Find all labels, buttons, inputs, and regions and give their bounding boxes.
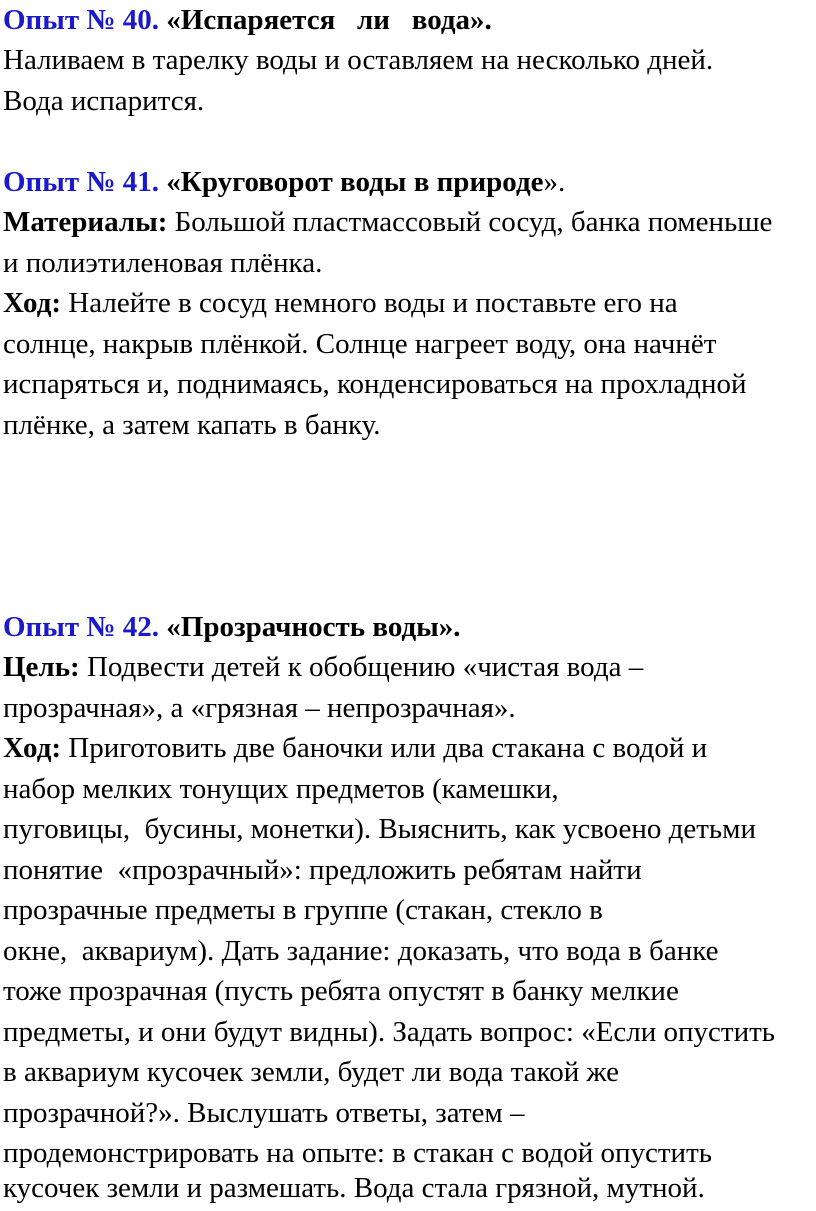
exp42-course-line-11: продемонстрировать на опыте: в стакан с водой опустить [3,1137,712,1169]
exp40-text-line-1: Наливаем в тарелку воды и оставляем на несколько дней. [3,44,714,76]
exp42-course-line-2: набор мелких тонущих предметов (камешки, [3,773,559,805]
exp42-title: «Прозрачность воды». [159,611,461,643]
exp41-materials [3,202,772,242]
exp41-course-text: Налейте в сосуд немного воды и поставьте его на [61,287,678,319]
exp42-course-text: Приготовить две баночки или два стакана с водой и [61,732,708,764]
exp41-materials-line-2: и полиэтиленовая плёнка. [3,247,323,279]
exp42-number: Опыт № 42. [3,611,160,643]
exp41-heading [3,162,565,202]
exp41-course-label: Ход: [3,287,62,319]
exp42-course-line-9: в аквариум кусочек земли, будет ли вода такой же [3,1056,620,1088]
exp40-text-line-2: Вода испарится. [3,85,205,117]
exp42-course-line-10: прозрачной?». Выслушать ответы, затем – [3,1097,525,1129]
exp42-course-line-7: тоже прозрачная (пусть ребята опустят в банку мелкие [3,975,679,1007]
exp42-course-line-12: кусочек земли и размешать. Вода стала грязной, мутной. [3,1172,705,1204]
exp42-goal-text: Подвести детей к обобщению «чистая вода – [79,651,644,683]
exp41-number: Опыт № 41. [3,166,160,198]
exp41-materials-text: Большой пластмассовый сосуд, банка поменьше [167,206,773,238]
exp41-course [3,283,678,323]
exp42-goal-line-2: прозрачная», а «грязная – непрозрачная». [3,692,516,724]
exp40-title: «Испаряется ли вода». [159,4,492,36]
exp42-course-line-3: пуговицы, бусины, монетки). Выяснить, как усвоено детьми [3,813,756,845]
exp42-course-line-8: предметы, и они будут видны). Задать вопрос: «Если опустить [3,1016,775,1048]
exp41-title-end: ». [543,166,566,198]
exp42-goal [3,647,643,687]
exp42-course-line-5: прозрачные предметы в группе (стакан, стекло в [3,894,603,926]
exp40-number: Опыт № 40. [3,4,160,36]
exp41-course-line-2: солнце, накрыв плёнкой. Солнце нагреет воду, она начнёт [3,328,717,360]
exp42-heading [3,607,461,647]
exp42-goal-label: Цель: [3,651,80,683]
exp42-course-line-6: окне, аквариум). Дать задание: доказать, что вода в банке [3,935,719,967]
exp41-course-line-4: плёнке, а затем капать в банку. [3,409,381,441]
exp41-title: «Круговорот воды в природе [159,166,544,198]
exp41-materials-label: Материалы: [3,206,168,238]
exp42-course-label: Ход: [3,732,62,764]
exp42-course [3,728,707,768]
exp40-heading [3,0,492,40]
exp41-course-line-3: испаряться и, поднимаясь, конденсироваться на прохладной [3,368,747,400]
exp42-course-line-4: понятие «прозрачный»: предложить ребятам найти [3,854,642,886]
